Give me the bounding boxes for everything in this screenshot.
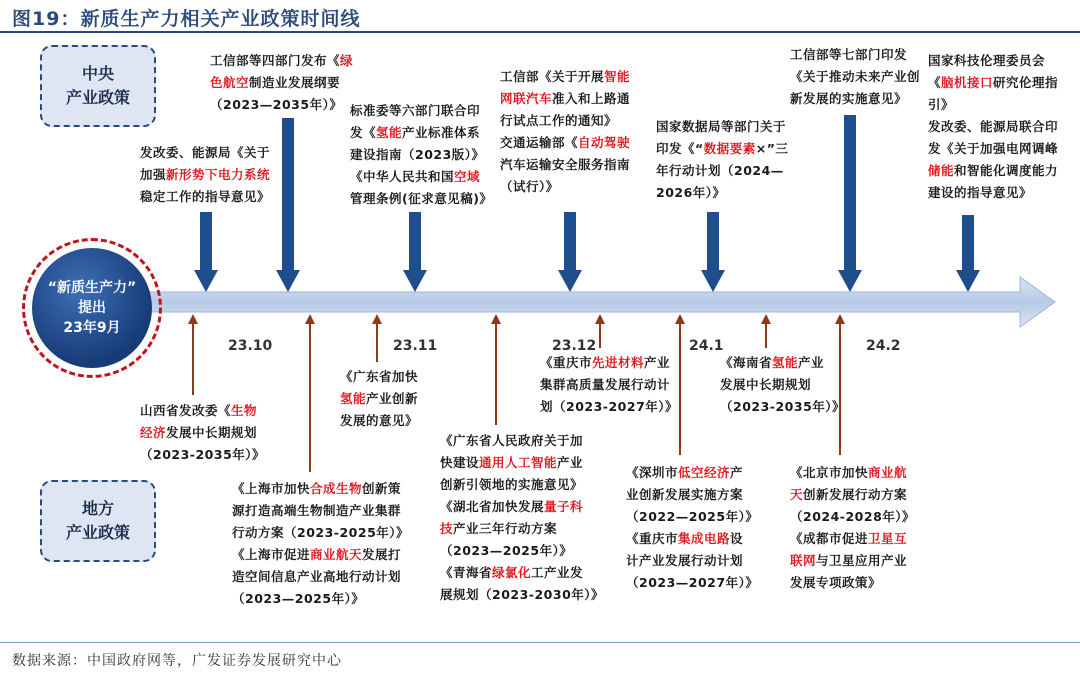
- event-text: 汽车运输安全服务指南: [500, 157, 631, 172]
- event-text: 2026年）》: [656, 185, 726, 200]
- event-text: 业创新发展实施方案: [626, 487, 744, 502]
- central_events-line: [500, 66, 630, 88]
- central_events-line: [500, 154, 630, 176]
- event-text: 产业: [644, 355, 671, 370]
- highlight-text: 绿氯化: [492, 565, 532, 580]
- event-text: （2023—2025年）》: [232, 591, 365, 606]
- local_events-line: [790, 462, 915, 484]
- central_events-line: [210, 50, 353, 72]
- event-text: 产业: [798, 355, 825, 370]
- local_events-line: [440, 540, 604, 562]
- central_events-line: [928, 72, 1058, 94]
- event-text: （2023-2035年）》: [720, 399, 846, 414]
- highlight-text: 色航空: [210, 75, 250, 90]
- highlight-text: 集成电路: [678, 531, 731, 546]
- central_events-line: [210, 94, 353, 116]
- central_events-line: [928, 160, 1058, 182]
- central_events-line: [350, 122, 492, 144]
- event-text: 稳定工作的指导意见》: [140, 189, 271, 204]
- event-text: 《广东省人民政府关于加: [440, 433, 584, 448]
- event-text: 《成都市促进: [790, 531, 869, 546]
- highlight-text: 通用人工智能: [479, 455, 558, 470]
- local_events-line: [340, 410, 418, 432]
- highlight-text: 低空经济: [678, 465, 731, 480]
- source-note: 数据来源：中国政府网等，广发证券发展研究中心: [12, 653, 342, 669]
- tick-2312: 23.12: [552, 338, 597, 354]
- event-text: 《中华人民共和国: [350, 169, 455, 184]
- local-policy-label: [40, 480, 156, 562]
- local_events-line: [440, 496, 604, 518]
- event-text: 源打造高端生物制造产业集群: [232, 503, 402, 518]
- local_events-line: [232, 566, 409, 588]
- event-text: 《湖北省加快发展: [440, 499, 545, 514]
- event-text: 计产业发展行动计划: [626, 553, 744, 568]
- local-event-8: [790, 462, 915, 594]
- central-event-2-arrow: [276, 118, 300, 292]
- central_events-line: [140, 142, 270, 164]
- local-event-6: [626, 462, 758, 594]
- central_events-line: [140, 164, 270, 186]
- central_events-line: [656, 138, 788, 160]
- local_events-line: [140, 422, 265, 444]
- event-text: 引》: [928, 97, 955, 112]
- event-text: 产业三年行动方案: [453, 521, 558, 536]
- event-text: 国家数据局等部门关于: [656, 119, 787, 134]
- highlight-text: 氢能: [376, 125, 403, 140]
- origin-line2: 提出: [78, 300, 106, 316]
- central_events-line: [928, 50, 1058, 72]
- local-event-5: [540, 352, 678, 418]
- central-event-6-arrow: [838, 115, 862, 292]
- event-text: ×”三: [755, 141, 789, 156]
- central_events-line: [928, 94, 1058, 116]
- local_events-line: [626, 484, 758, 506]
- event-text: 工产业发: [531, 565, 584, 580]
- event-text: 发展中长期规划: [720, 377, 812, 392]
- central_events-line: [656, 160, 788, 182]
- local_events-line: [340, 388, 418, 410]
- central_events-line: [500, 132, 630, 154]
- local_events-line: [440, 452, 604, 474]
- local_events-line: [790, 506, 915, 528]
- event-text: 发展专项政策》: [790, 575, 882, 590]
- local_events-line: [790, 528, 915, 550]
- event-text: 设: [730, 531, 744, 546]
- event-text: （2023—2035年）》: [210, 97, 343, 112]
- central-label-line1: 中央: [81, 64, 114, 83]
- event-text: 发展的意见》: [340, 413, 419, 428]
- central-event-3: [350, 100, 492, 210]
- central_events-line: [210, 72, 353, 94]
- tick-2310: 23.10: [228, 338, 273, 354]
- central-event-2: [210, 50, 353, 116]
- highlight-text: 先进材料: [592, 355, 645, 370]
- event-text: 发展中长期规划: [166, 425, 258, 440]
- central_events-line: [500, 110, 630, 132]
- local-event-2-connector: [305, 314, 315, 472]
- central-policy-label: [40, 45, 156, 127]
- event-text: 制造业发展纲要: [249, 75, 341, 90]
- tick-2402: 24.2: [866, 338, 901, 354]
- event-text: 国家科技伦理委员会: [928, 53, 1046, 68]
- central_events-line: [928, 116, 1058, 138]
- event-text: 《上海市促进: [232, 547, 311, 562]
- local_events-line: [440, 474, 604, 496]
- event-text: 快建设: [440, 455, 480, 470]
- event-text: 划（2023-2027年）》: [540, 399, 679, 414]
- central_events-line: [790, 44, 920, 66]
- highlight-text: 联网: [790, 553, 817, 568]
- origin-line3: 23年9月: [63, 320, 121, 336]
- central-event-3-arrow: [403, 212, 427, 292]
- highlight-text: 新形势下电力系统: [166, 167, 271, 182]
- event-text: 发展打: [362, 547, 402, 562]
- event-text: （2023—2027年）》: [626, 575, 759, 590]
- event-text: 行动方案（2023-2025年）》: [232, 525, 410, 540]
- highlight-text: 氢能: [772, 355, 799, 370]
- local_events-line: [440, 562, 604, 584]
- highlight-text: 经济: [140, 425, 167, 440]
- local_events-line: [540, 396, 678, 418]
- event-text: 和智能化调度能力: [954, 163, 1059, 178]
- event-text: 集群高质量发展行动计: [540, 377, 671, 392]
- origin-line1: “新质生产力”: [47, 280, 137, 296]
- local_events-line: [790, 572, 915, 594]
- event-text: 工信部等四部门发布《: [210, 53, 341, 68]
- central_events-line: [350, 188, 492, 210]
- event-text: 发改委、能源局联合印: [928, 119, 1059, 134]
- highlight-text: 商业航: [868, 465, 908, 480]
- local-event-1: [140, 400, 265, 466]
- central_events-line: [790, 88, 920, 110]
- event-text: 《上海市加快: [232, 481, 311, 496]
- local_events-line: [720, 374, 845, 396]
- event-text: 山西省发改委《: [140, 403, 232, 418]
- local_events-line: [540, 374, 678, 396]
- central_events-line: [790, 66, 920, 88]
- highlight-text: 天: [790, 487, 804, 502]
- local_events-line: [720, 396, 845, 418]
- local_events-line: [232, 500, 409, 522]
- event-text: 准入和上路通: [552, 91, 631, 106]
- local_events-line: [720, 352, 845, 374]
- local-event-2: [232, 478, 409, 610]
- highlight-text: 合成生物: [310, 481, 363, 496]
- central_events-line: [928, 182, 1058, 204]
- event-text: 《: [928, 75, 942, 90]
- event-text: （试行）》: [500, 179, 559, 194]
- highlight-text: 空域: [454, 169, 481, 184]
- event-text: 《广东省加快: [340, 369, 419, 384]
- event-text: 与卫星应用产业: [816, 553, 908, 568]
- local_events-line: [232, 478, 409, 500]
- local-label-line2: 产业政策: [65, 523, 130, 542]
- event-text: 《北京市加快: [790, 465, 869, 480]
- event-text: 《重庆市: [626, 531, 679, 546]
- highlight-text: 生物: [231, 403, 258, 418]
- local_events-line: [626, 462, 758, 484]
- local_events-line: [440, 584, 604, 606]
- local-event-7: [720, 352, 845, 418]
- local_events-line: [626, 572, 758, 594]
- event-text: 行试点工作的通知》: [500, 113, 618, 128]
- highlight-text: 网联汽车: [500, 91, 553, 106]
- local_events-line: [790, 550, 915, 572]
- local_events-line: [440, 430, 604, 452]
- highlight-text: 脑机接口: [941, 75, 994, 90]
- local_events-line: [340, 366, 418, 388]
- local_events-line: [232, 544, 409, 566]
- event-text: 展规划（2023-2030年）》: [440, 587, 605, 602]
- event-text: 产: [730, 465, 744, 480]
- event-text: 《重庆市: [540, 355, 593, 370]
- event-text: 产业: [557, 455, 584, 470]
- local-event-1-connector: [188, 314, 198, 395]
- event-text: （2022—2025年）》: [626, 509, 759, 524]
- event-text: 发《: [350, 125, 377, 140]
- highlight-text: 卫星互: [868, 531, 908, 546]
- central_events-line: [350, 144, 492, 166]
- event-text: 产业标准体系: [402, 125, 481, 140]
- central-event-1-arrow: [194, 212, 218, 292]
- local_events-line: [626, 506, 758, 528]
- highlight-text: 自动驾驶: [578, 135, 631, 150]
- local-event-4: [440, 430, 604, 606]
- event-text: 《青海省: [440, 565, 493, 580]
- figure-title: 图19：新质生产力相关产业政策时间线: [12, 8, 361, 30]
- event-text: 新发展的实施意见》: [790, 91, 908, 106]
- central_events-line: [928, 138, 1058, 160]
- event-text: （2024-2028年）》: [790, 509, 916, 524]
- event-text: 年行动计划（2024—: [656, 163, 784, 178]
- central_events-line: [140, 186, 270, 208]
- event-text: 工信部《关于开展: [500, 69, 605, 84]
- highlight-text: 数据要素: [703, 141, 756, 156]
- central-event-4: [500, 66, 630, 198]
- event-text: 发《关于加强电网调峰: [928, 141, 1059, 156]
- event-text: 创新引领地的实施意见》: [440, 477, 584, 492]
- event-text: 工信部等七部门印发: [790, 47, 908, 62]
- local-event-5-connector: [595, 314, 605, 348]
- central_events-line: [350, 100, 492, 122]
- event-text: 建设指南（2023版）》: [350, 147, 485, 162]
- central-event-7: [928, 50, 1058, 204]
- event-text: 《海南省: [720, 355, 773, 370]
- event-text: 《深圳市: [626, 465, 679, 480]
- central-event-6: [790, 44, 920, 110]
- central_events-line: [350, 166, 492, 188]
- highlight-text: 技: [440, 521, 454, 536]
- local-label-line1: 地方: [81, 499, 114, 518]
- central_events-line: [500, 88, 630, 110]
- local-event-3-connector: [372, 314, 382, 362]
- central_events-line: [656, 116, 788, 138]
- central-label-line2: 产业政策: [65, 88, 130, 107]
- local_events-line: [140, 444, 265, 466]
- event-text: 建设的指导意见》: [928, 185, 1033, 200]
- local_events-line: [140, 400, 265, 422]
- highlight-text: 储能: [928, 163, 955, 178]
- central-event-7-arrow: [956, 215, 980, 292]
- event-text: 《关于推动未来产业创: [790, 69, 921, 84]
- central_events-line: [500, 176, 630, 198]
- event-text: 标准委等六部门联合印: [350, 103, 481, 118]
- central-event-5: [656, 116, 788, 204]
- local_events-line: [232, 522, 409, 544]
- event-text: 加强: [140, 167, 167, 182]
- event-text: 造空间信息产业高地行动计划: [232, 569, 402, 584]
- origin-circle: [32, 248, 152, 368]
- event-text: 发改委、能源局《关于: [140, 145, 271, 160]
- event-text: （2023-2035年）》: [140, 447, 266, 462]
- highlight-text: 智能: [604, 69, 631, 84]
- event-text: 管理条例(征求意见稿)》: [350, 191, 493, 206]
- tick-2311: 23.11: [393, 338, 438, 354]
- event-text: 印发《“: [656, 141, 704, 156]
- tick-2401: 24.1: [689, 338, 724, 354]
- local_events-line: [232, 588, 409, 610]
- local_events-line: [790, 484, 915, 506]
- local_events-line: [440, 518, 604, 540]
- event-text: 交通运输部《: [500, 135, 579, 150]
- footer-divider: [0, 642, 1080, 643]
- highlight-text: 氢能: [340, 391, 367, 406]
- local-event-7-connector: [761, 314, 771, 348]
- event-text: （2023—2025年）》: [440, 543, 573, 558]
- highlight-text: 商业航天: [310, 547, 363, 562]
- event-text: 产业创新: [366, 391, 419, 406]
- local_events-line: [540, 352, 678, 374]
- event-text: 研究伦理指: [993, 75, 1059, 90]
- event-text: 创新策: [362, 481, 402, 496]
- central-event-1: [140, 142, 270, 208]
- local-event-3: [340, 366, 418, 432]
- local-event-4-connector: [491, 314, 501, 425]
- central-event-5-arrow: [701, 212, 725, 292]
- central-event-4-arrow: [558, 212, 582, 292]
- highlight-text: 量子科: [544, 499, 584, 514]
- central_events-line: [656, 182, 788, 204]
- highlight-text: 绿: [340, 53, 354, 68]
- local_events-line: [626, 550, 758, 572]
- local_events-line: [626, 528, 758, 550]
- event-text: 创新发展行动方案: [803, 487, 908, 502]
